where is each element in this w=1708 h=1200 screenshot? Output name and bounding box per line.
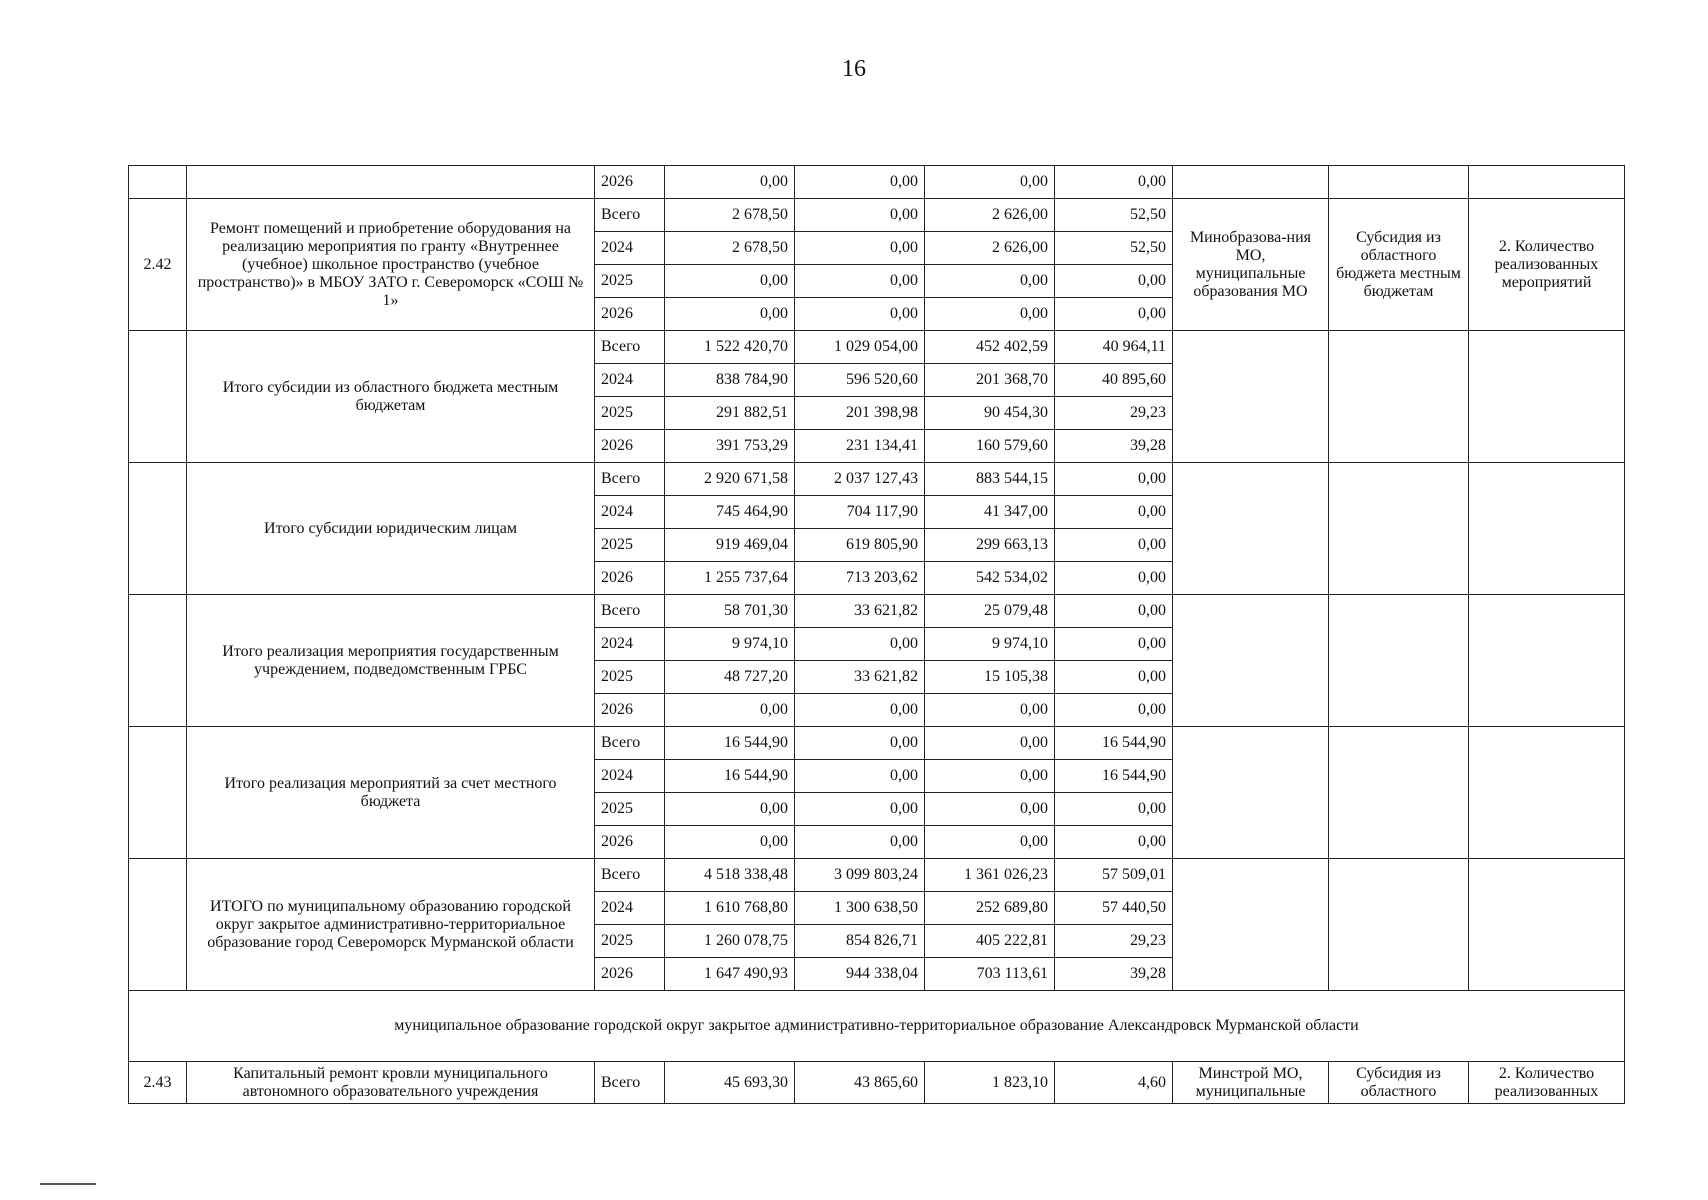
scan-artifact [40,1183,96,1185]
value-cell: 1 610 768,80 [665,892,795,925]
table-row [129,166,1625,199]
value-cell: 0,00 [665,694,795,727]
year-cell: 2026 [595,562,665,595]
total-name: Итого субсидии юридическим лицам [187,463,595,595]
value-cell: 0,00 [665,826,795,859]
source-cell: Субсидия из областного бюджета местным бюджетам [1329,199,1469,331]
item-name: Капитальный ремонт кровли муниципального автономного образовательного учреждения [187,1062,595,1104]
value-cell: 0,00 [1055,463,1173,496]
executor-cell [1173,331,1329,463]
value-cell: 160 579,60 [925,430,1055,463]
value-cell: 1 029 054,00 [795,331,925,364]
executor-cell: Минобразова-ния МО, муниципальные образования МО [1173,199,1329,331]
row-number-cell [129,331,187,463]
value-cell: 2 037 127,43 [795,463,925,496]
year-cell: 2025 [595,661,665,694]
value-cell: 1 361 026,23 [925,859,1055,892]
value-cell: 2 678,50 [665,199,795,232]
value-cell: 9 974,10 [925,628,1055,661]
year-cell: Всего [595,595,665,628]
source-cell [1329,859,1469,991]
value-cell: 0,00 [795,793,925,826]
indicator-cell [1469,331,1625,463]
year-cell: 2025 [595,265,665,298]
value-cell: 0,00 [795,232,925,265]
source-cell [1329,166,1469,199]
year-cell: 2026 [595,958,665,991]
value-cell: 57 509,01 [1055,859,1173,892]
value-cell: 2 920 671,58 [665,463,795,496]
value-cell: 0,00 [925,760,1055,793]
value-cell: 0,00 [795,826,925,859]
value-cell: 16 544,90 [665,760,795,793]
value-cell: 919 469,04 [665,529,795,562]
value-cell: 0,00 [925,298,1055,331]
table-row [129,727,1625,760]
value-cell: 0,00 [1055,793,1173,826]
value-cell: 40 964,11 [1055,331,1173,364]
value-cell: 838 784,90 [665,364,795,397]
value-cell: 15 105,38 [925,661,1055,694]
year-cell: 2024 [595,232,665,265]
executor-cell: Минстрой МО, муниципальные [1173,1062,1329,1104]
value-cell: 0,00 [795,298,925,331]
value-cell: 33 621,82 [795,661,925,694]
value-cell: 542 534,02 [925,562,1055,595]
table-row [129,1062,1625,1104]
value-cell: 944 338,04 [795,958,925,991]
value-cell: 90 454,30 [925,397,1055,430]
year-cell: Всего [595,727,665,760]
value-cell: 1 300 638,50 [795,892,925,925]
year-cell: 2024 [595,628,665,661]
indicator-cell [1469,463,1625,595]
total-name: ИТОГО по муниципальному образованию городской округ закрытое административно-территориальное образование город Североморск Мурманской области [187,859,595,991]
value-cell: 2 626,00 [925,199,1055,232]
value-cell: 1 823,10 [925,1062,1055,1104]
value-cell: 57 440,50 [1055,892,1173,925]
value-cell: 291 882,51 [665,397,795,430]
year-cell: Всего [595,331,665,364]
year-cell: 2026 [595,298,665,331]
value-cell: 0,00 [1055,496,1173,529]
table-row [129,859,1625,892]
value-cell: 0,00 [1055,628,1173,661]
value-cell: 0,00 [665,265,795,298]
year-cell: 2025 [595,793,665,826]
year-cell: 2026 [595,826,665,859]
executor-cell [1173,166,1329,199]
indicator-cell [1469,166,1625,199]
year-cell: 2025 [595,529,665,562]
value-cell: 33 621,82 [795,595,925,628]
year-cell: 2026 [595,430,665,463]
indicator-cell [1469,727,1625,859]
executor-cell [1173,595,1329,727]
value-cell: 16 544,90 [665,727,795,760]
value-cell: 0,00 [1055,529,1173,562]
value-cell: 39,28 [1055,958,1173,991]
value-cell: 0,00 [925,793,1055,826]
value-cell: 252 689,80 [925,892,1055,925]
value-cell: 2 678,50 [665,232,795,265]
value-cell: 29,23 [1055,925,1173,958]
table-row [129,331,1625,364]
year-cell: 2026 [595,694,665,727]
year-cell: 2025 [595,925,665,958]
value-cell: 713 203,62 [795,562,925,595]
value-cell: 52,50 [1055,232,1173,265]
value-cell: 1 522 420,70 [665,331,795,364]
value-cell: 0,00 [665,793,795,826]
value-cell: 299 663,13 [925,529,1055,562]
value-cell: 16 544,90 [1055,727,1173,760]
value-cell: 39,28 [1055,430,1173,463]
value-cell: 745 464,90 [665,496,795,529]
value-cell: 201 398,98 [795,397,925,430]
value-cell: 4,60 [1055,1062,1173,1104]
value-cell: 41 347,00 [925,496,1055,529]
value-cell: 58 701,30 [665,595,795,628]
value-cell: 0,00 [925,265,1055,298]
value-cell: 619 805,90 [795,529,925,562]
value-cell: 48 727,20 [665,661,795,694]
table-row [129,595,1625,628]
value-cell: 391 753,29 [665,430,795,463]
value-cell: 3 099 803,24 [795,859,925,892]
value-cell: 405 222,81 [925,925,1055,958]
value-cell: 16 544,90 [1055,760,1173,793]
page-number: 16 [842,56,866,82]
executor-cell [1173,727,1329,859]
value-cell: 0,00 [925,694,1055,727]
source-cell [1329,331,1469,463]
source-cell [1329,595,1469,727]
value-cell: 0,00 [925,826,1055,859]
indicator-cell [1469,595,1625,727]
value-cell: 201 368,70 [925,364,1055,397]
source-cell: Субсидия из областного [1329,1062,1469,1104]
value-cell: 1 647 490,93 [665,958,795,991]
row-number-cell [129,166,187,199]
value-cell: 0,00 [1055,166,1173,199]
year-cell: 2024 [595,364,665,397]
value-cell: 9 974,10 [665,628,795,661]
total-name: Итого субсидии из областного бюджета местным бюджетам [187,331,595,463]
item-name: Ремонт помещений и приобретение оборудования на реализацию мероприятия по гранту «Внутреннее (учебное) школьное пространство (учебное пространство)» в МБОУ ЗАТО г. Североморск «СОШ № 1» [187,199,595,331]
value-cell: 0,00 [1055,562,1173,595]
year-cell: 2026 [595,166,665,199]
value-cell: 45 693,30 [665,1062,795,1104]
value-cell: 25 079,48 [925,595,1055,628]
value-cell: 2 626,00 [925,232,1055,265]
year-cell: Всего [595,199,665,232]
value-cell: 0,00 [795,628,925,661]
total-name: Итого реализация мероприятий за счет местного бюджета [187,727,595,859]
value-cell: 703 113,61 [925,958,1055,991]
value-cell: 596 520,60 [795,364,925,397]
year-cell: 2024 [595,496,665,529]
year-cell: Всего [595,859,665,892]
row-name-cell [187,166,595,199]
indicator-cell: 2. Количество реализованных [1469,1062,1625,1104]
value-cell: 452 402,59 [925,331,1055,364]
executor-cell [1173,859,1329,991]
value-cell: 231 134,41 [795,430,925,463]
value-cell: 0,00 [665,298,795,331]
indicator-cell [1469,859,1625,991]
value-cell: 0,00 [1055,661,1173,694]
value-cell: 0,00 [795,727,925,760]
value-cell: 1 260 078,75 [665,925,795,958]
table-row [129,199,1625,232]
row-number-cell [129,595,187,727]
year-cell: 2025 [595,397,665,430]
item-number: 2.43 [129,1062,187,1104]
budget-table [128,165,1625,1104]
total-name: Итого реализация мероприятия государственным учреждением, подведомственным ГРБС [187,595,595,727]
value-cell: 0,00 [1055,694,1173,727]
value-cell: 0,00 [925,727,1055,760]
value-cell: 0,00 [795,199,925,232]
row-number-cell [129,463,187,595]
value-cell: 854 826,71 [795,925,925,958]
section-title: муниципальное образование городской округ закрытое административно-территориальное образование Александровск Мурманской области [129,991,1625,1062]
value-cell: 29,23 [1055,397,1173,430]
value-cell: 0,00 [795,694,925,727]
year-cell: 2024 [595,760,665,793]
value-cell: 883 544,15 [925,463,1055,496]
row-number-cell [129,859,187,991]
year-cell: Всего [595,463,665,496]
value-cell: 43 865,60 [795,1062,925,1104]
indicator-cell: 2. Количество реализованных мероприятий [1469,199,1625,331]
value-cell: 0,00 [1055,826,1173,859]
source-cell [1329,727,1469,859]
value-cell: 0,00 [1055,265,1173,298]
row-number-cell [129,727,187,859]
value-cell: 704 117,90 [795,496,925,529]
value-cell: 0,00 [795,760,925,793]
table-row [129,991,1625,1062]
value-cell: 0,00 [795,166,925,199]
item-number: 2.42 [129,199,187,331]
value-cell: 0,00 [665,166,795,199]
table-row [129,463,1625,496]
value-cell: 0,00 [1055,595,1173,628]
value-cell: 0,00 [1055,298,1173,331]
year-cell: Всего [595,1062,665,1104]
value-cell: 52,50 [1055,199,1173,232]
value-cell: 0,00 [795,265,925,298]
value-cell: 40 895,60 [1055,364,1173,397]
year-cell: 2024 [595,892,665,925]
value-cell: 0,00 [925,166,1055,199]
value-cell: 4 518 338,48 [665,859,795,892]
source-cell [1329,463,1469,595]
value-cell: 1 255 737,64 [665,562,795,595]
executor-cell [1173,463,1329,595]
